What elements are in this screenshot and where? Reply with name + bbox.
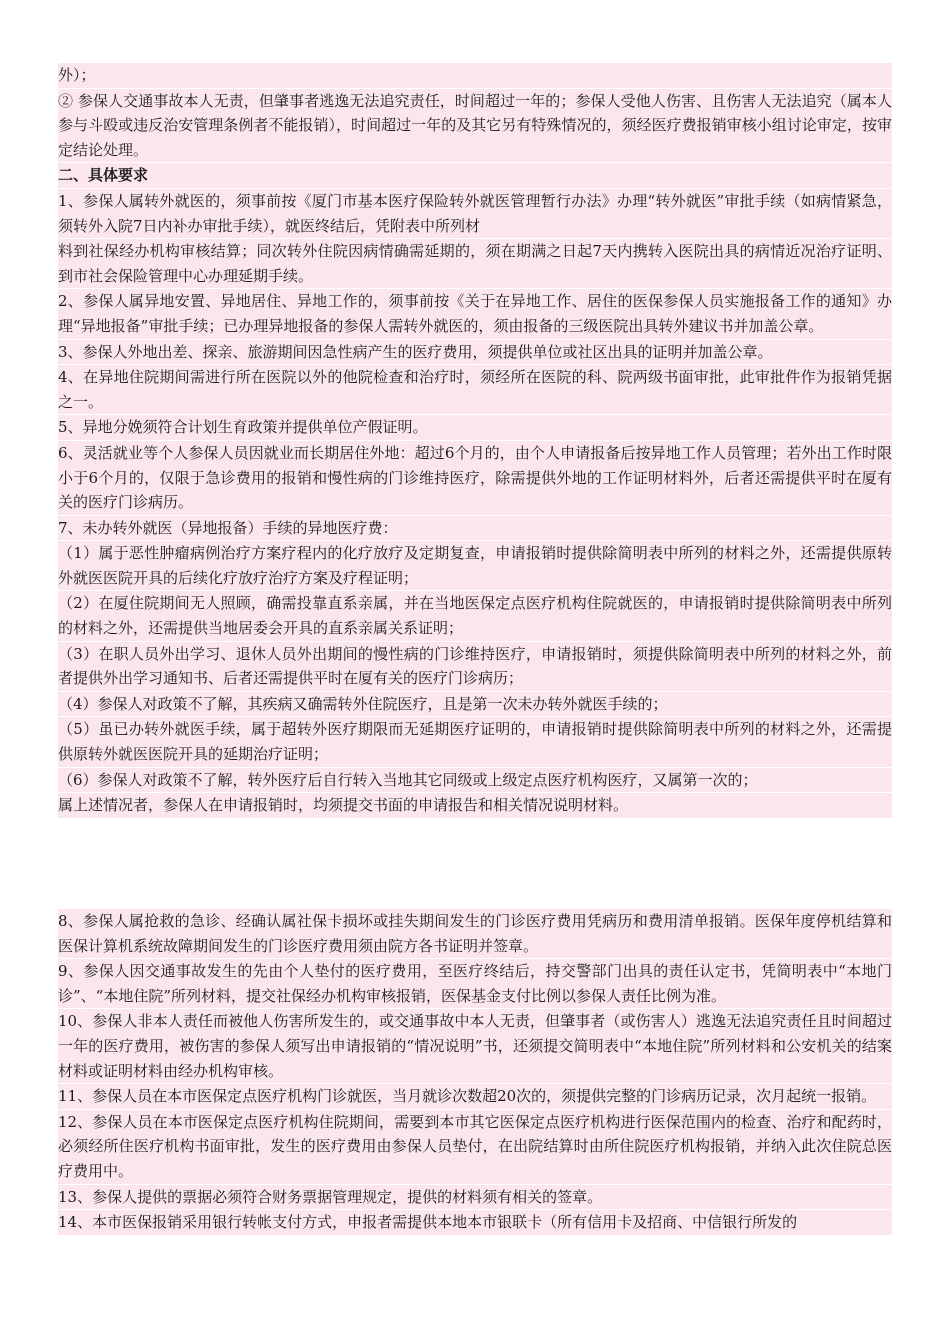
section-heading: 二、具体要求 [58,163,892,188]
list-item: （1）属于恶性肿瘤病例治疗方案疗程内的化疗放疗及定期复查，申请报销时提供除简明表中所列的材料之外，还需提供原转外就医医院开具的后续化疗放疗治疗方案及疗程证明； [58,541,892,590]
paragraph: 8、参保人属抢救的急诊、经确认属社保卡损坏或挂失期间发生的门诊医疗费用凭病历和费用清单报销。医保年度停机结算和医保计算机系统故障期间发生的门诊医疗费用须由院方各书证明并签章。 [58,909,892,958]
list-item: （3）在职人员外出学习、退休人员外出期间的慢性病的门诊维持医疗，申请报销时，须提供除简明表中所列的材料之外，前者提供外出学习通知书、后者还需提供平时在厦有关的医疗门诊病历； [58,642,892,691]
list-item: （6）参保人对政策不了解，转外医疗后自行转入当地其它同级或上级定点医疗机构医疗，又属第一次的； [58,768,892,793]
paragraph: 2、参保人属异地安置、异地居住、异地工作的，须事前按《关于在异地工作、居住的医保参保人员实施报备工作的通知》办理“异地报备”审批手续；已办理异地报备的参保人需转外就医的，须由报备的三级医院出具转外建议书并加盖公章。 [58,289,892,338]
paragraph: 1、参保人属转外就医的，须事前按《厦门市基本医疗保险转外就医管理暂行办法》办理“转外就医”审批手续（如病情紧急，须转外入院7日内补办审批手续），就医终结后，凭附表中所列材 [58,189,892,238]
paragraph: 14、本市医保报销采用银行转帐支付方式，申报者需提供本地本市银联卡（所有信用卡及招商、中信银行所发的 [58,1210,892,1235]
paragraph: 5、异地分娩须符合计划生育政策并提供单位产假证明。 [58,415,892,440]
document-section-2 [58,909,892,1236]
paragraph: 3、参保人外地出差、探亲、旅游期间因急性病产生的医疗费用，须提供单位或社区出具的证明并加盖公章。 [58,340,892,365]
paragraph: ② 参保人交通事故本人无责，但肇事者逃逸无法追究责任，时间超过一年的；参保人受他人伤害、且伤害人无法追究（属本人参与斗殴或违反治安管理条例者不能报销），时间超过一年的及其它另有特殊情况的，须经医疗费报销审核小组讨论审定，按审定结论处理。 [58,89,892,163]
list-item: （4）参保人对政策不了解，其疾病又确需转外住院医疗，且是第一次未办转外就医手续的； [58,692,892,717]
paragraph: 11、参保人员在本市医保定点医疗机构门诊就医，当月就诊次数超20次的，须提供完整的门诊病历记录，次月起统一报销。 [58,1084,892,1109]
paragraph: 6、灵活就业等个人参保人员因就业而长期居住外地：超过6个月的，由个人申请报备后按异地工作人员管理；若外出工作时限小于6个月的，仅限于急诊费用的报销和慢性病的门诊维持医疗，除需提供外地的工作证明材料外，后者还需提供平时在厦有关的医疗门诊病历。 [58,441,892,515]
document-section-1 [58,63,892,819]
paragraph: 10、参保人非本人责任而被他人伤害所发生的，或交通事故中本人无责，但肇事者（或伤害人）逃逸无法追究责任且时间超过一年的医疗费用，被伤害的参保人须写出申请报销的“情况说明”书，还须提交简明表中“本地住院”所列材料和公安机关的结案材料或证明材料由经办机构审核。 [58,1009,892,1083]
paragraph: 4、在异地住院期间需进行所在医院以外的他院检查和治疗时，须经所在医院的科、院两级书面审批，此审批件作为报销凭据之一。 [58,365,892,414]
list-item: （5）虽已办转外就医手续，属于超转外医疗期限而无延期医疗证明的，申请报销时提供除简明表中所列的材料之外，还需提供原转外就医医院开具的延期治疗证明； [58,717,892,766]
list-item: （2）在厦住院期间无人照顾，确需投靠直系亲属，并在当地医保定点医疗机构住院就医的，申请报销时提供除简明表中所列的材料之外，还需提供当地居委会开具的直系亲属关系证明； [58,591,892,640]
paragraph: 7、未办转外就医（异地报备）手续的异地医疗费： [58,516,892,541]
paragraph: 料到社保经办机构审核结算；同次转外住院因病情确需延期的，须在期满之日起7天内携转入医院出具的病情近况治疗证明、到市社会保险管理中心办理延期手续。 [58,239,892,288]
paragraph: 9、参保人因交通事故发生的先由个人垫付的医疗费用，至医疗终结后，持交警部门出具的责任认定书，凭简明表中“本地门诊”、“本地住院”所列材料，提交社保经办机构审核报销，医保基金支付比例以参保人责任比例为准。 [58,959,892,1008]
paragraph: 外）； [58,63,892,88]
paragraph: 属上述情况者，参保人在申请报销时，均须提交书面的申请报告和相关情况说明材料。 [58,793,892,818]
paragraph: 13、参保人提供的票据必须符合财务票据管理规定，提供的材料须有相关的签章。 [58,1185,892,1210]
paragraph: 12、参保人员在本市医保定点医疗机构住院期间，需要到本市其它医保定点医疗机构进行医保范围内的检查、治疗和配药时，必须经所住医疗机构书面审批，发生的医疗费用由参保人员垫付，在出院结算时由所住院医疗机构报销，并纳入此次住院总医疗费用中。 [58,1110,892,1184]
